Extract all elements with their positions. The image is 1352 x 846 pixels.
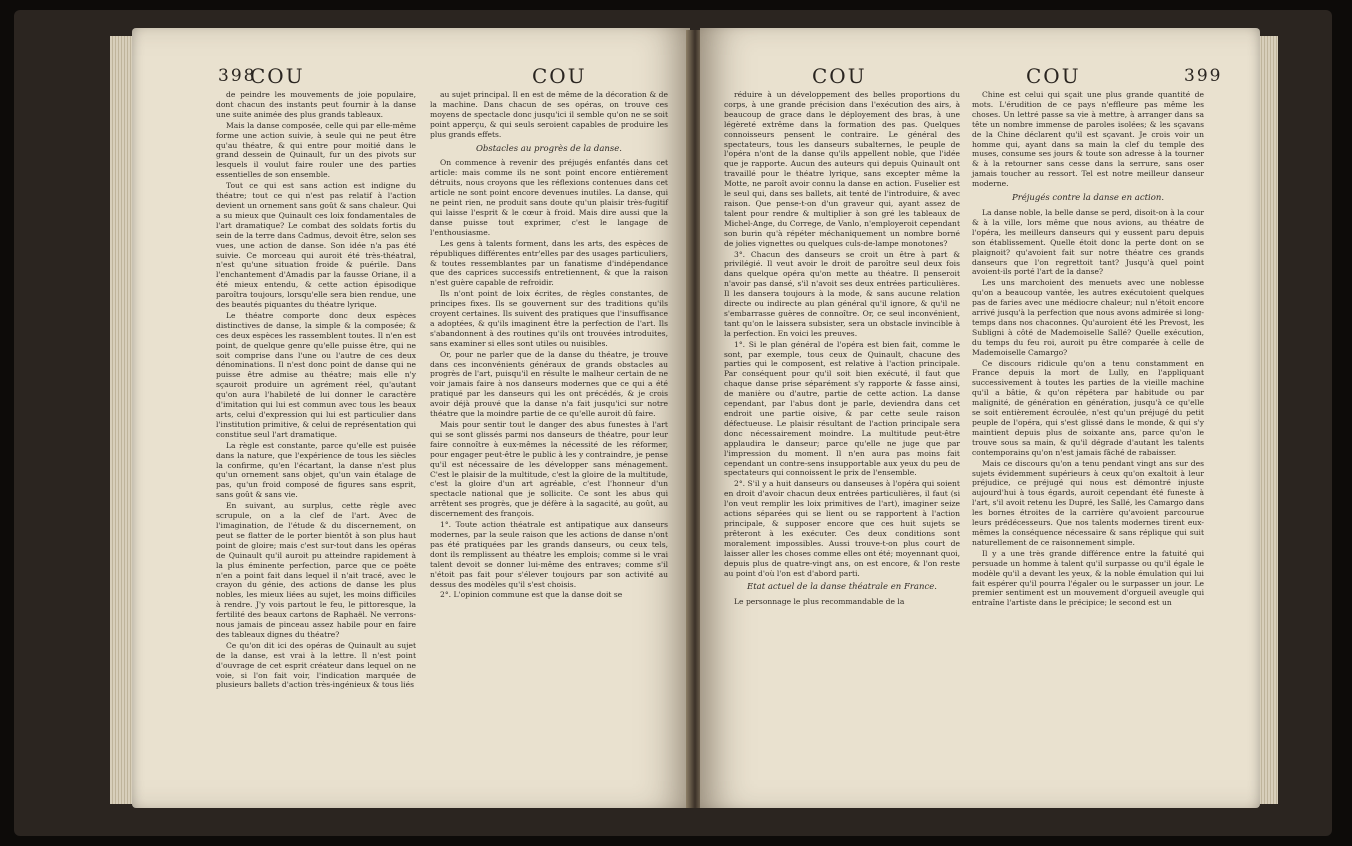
paragraph: 1°. Si le plan général de l'opéra est bien fait, comme le sont, par exemple, tous ceux de Quinault, chacune des parties qui le composent, est relative à l'action principale. Par conséquent pour qu'il soit bien exécuté, il faut que chaque danse prise séparément s'y rapporte & fasse ainsi, de manière ou d'autre, partie de cette action. La danse cependant, par l'abus dont je parle, deviendra dans cet endroit une partie oisive, & par cette seule raison défectueuse. Le plaisir résultant de l'action principale sera donc nécessairement moindre. La multitude peut-être applaudira le danseur; parce qu'elle ne juge que par l'impression du moment. Il n'en aura pas moins fait cependant un contre-sens insupportable aux yeux du peu de spectateurs qui connoissent le prix de l'ensemble. (724, 339, 960, 478)
paragraph: Mais la danse composée, celle qui par elle-même forme une action suivie, à seule qui ne peut être qu'au théatre, & qui entre pour moitié dans le grand dessein de Quinault, fur un des pivots sur lesquels il voulut faire rouler une des parties essentielles de son ensemble. (216, 120, 416, 180)
paragraph: 2°. L'opinion commune est que la danse doit se (440, 590, 623, 600)
paragraph: Les gens à talents forment, dans les arts, des espèces de républiques différentes entr'elles par des usages particuliers, & toutes ressemblantes par un fanatisme d'indépendance que des caprices successifs entretiennent, & que la raison n'est guère capable de refroidir. (430, 238, 668, 288)
paragraph: au sujet principal. Il en est de même de la décoration & de la machine. Dans chacun de ses opéras, on trouve ces moyens de spectacle donc jusqu'ici il semble qu'on ne se soit point apperçu, & qui seuls seroient capables de produire les plus grands effets. (430, 90, 668, 139)
section-heading: Préjugés contre la danse en action. (1011, 193, 1165, 204)
right-page (700, 28, 1260, 808)
paragraph: La règle est constante, parce qu'elle est puisée dans la nature, que l'expérience de tous les siècles la confirme, qu'en l'écartant, la danse n'est plus qu'un ornement sans objet, qu'un vain étalage de pas, qu'un froid composé de figures sans esprit, sans goût & sans vie. (216, 440, 416, 500)
paragraph: Ils n'ont point de loix écrites, de règles constantes, de principes fixes. Ils se gouvernent sur des traditions qu'ils croyent certaines. Ils suivent des pratiques que l'insuffisance a adoptées, & qu'ils imaginent être la perfection de l'art. Ils s'abandonnent à des routines qu'ils ont trouvées introduites, sans examiner si elles sont utiles ou nuisibles. (430, 289, 668, 348)
section-heading: Obstacles au progrès de la danse. (475, 143, 623, 154)
paragraph: La danse noble, la belle danse se perd, disoit-on à la cour & à la ville, lors même que nous avions, au théatre de l'opéra, les meilleurs danseurs qui y eussent paru depuis son établissement. Quelle étoit donc la perte dont on se plaignoit? qu'avoient fait sur notre théatre ces grands danseurs que l'on regrettoit tant? Jusqu'à quel point avoient-ils porté l'art de la danse? (972, 207, 1204, 277)
running-head: COU (1026, 64, 1081, 88)
text-column-1 (216, 90, 416, 691)
page-number: 398 (218, 66, 257, 86)
paragraph: Mais pour sentir tout le danger des abus funestes à l'art qui se sont glissés parmi nos danseurs de théatre, pour leur faire connoître à eux-mêmes la nécessité de les réformer, pour engager peut-être le public à les y contraindre, je pense qu'il est nécessaire de les développer sans ménagement. C'est le plaisir de la multitude, c'est la gloire de la multitude, c'est la gloire d'un art agréable, c'est l'honneur d'un spectacle national que je sollicite. Ce sont les abus qui arrêtent ses progrès, que je défère à la sagacité, au goût, au discernement des françois. (430, 420, 668, 519)
paragraph: En suivant, au surplus, cette règle avec scrupule, on a la clef de l'art. Avec de l'imagination, de l'étude & du discernement, on peut se flatter de le porter bientôt à son plus haut point de gloire; mais c'est sur-tout dans les opéras de Quinault qu'il auroit pu atteindre rapidement à la plus éminente perfection, parce que ce poëte n'en a point fait dans lequel il n'ait tracé, avec le crayon du génie, des actions de danse les plus nobles, les mieux liées au sujet, les moins difficiles à rendre. J'y vois partout le feu, le pittoresque, la fertilité des beaux cartons de Raphaël. Ne verrons-nous jamais de pinceau assez habile pour en faire des tableaux dignes du théatre? (216, 501, 416, 639)
paragraph: de peindre les mouvements de joie populaire, dont chacun des instants peut fournir à la danse une suite animée des plus grands tableaux. (216, 90, 416, 119)
paragraph: Chine est celui qui sçait une plus grande quantité de mots. L'érudition de ce pays n'effleure pas même les choses. Un lettré passe sa vie à mettre, à arranger dans sa tête un nombre immense de paroles isolées; & les sçavans de la Chine déclarent qu'il est sçavant. Je crois voir un homme qui, ayant dans sa main la clef du temple des muses, consume ses jours & toute son adresse à la tourner & à la retourner sans cesse dans la serrure, sans oser jamais toucher au ressort. Tel est notre meilleur danseur moderne. (972, 90, 1204, 189)
section-heading: Etat actuel de la danse théatrale en France. (747, 582, 937, 593)
paragraph: Les uns marchoient des menuets avec une noblesse qu'on a beaucoup vantée, les autres exécutoient quelques pas de faries avec une médiocre chaleur; nul n'étoit encore arrivé jusqu'à la perfection que nous avons admirée si long-temps dans nos chaconnes. Qu'auroient été les Prevost, les Subligni à côté de Mademoiselle Sallé? Quelle exécution, du temps du feu roi, auroit pu être comparée à celle de Mademoiselle Camargo? (972, 278, 1204, 357)
paragraph: 3°. Chacun des danseurs se croit un être à part & privilégié. Il veut avoir le droit de paroître seul deux fois dans quelque opéra qu'on mette au théatre. Il penseroit n'avoir pas dansé, s'il n'avoit ses deux entrées particulières. Il les dansera toujours à la mode, & sans aucune relation directe ou indirecte au plan général qu'il ignore, & qu'il ne s'embarrasse guères de connoître. Or, ce seul inconvénient, tant qu'on le laissera subsister, sera un obstacle invincible à la perfection. En voici les preuves. (724, 249, 960, 338)
paragraph: 2°. S'il y a huit danseurs ou danseuses à l'opéra qui soient en droit d'avoir chacun deux entrées particulières, il faut (si l'on veut remplir les loix primitives de l'art), imaginer seize actions séparées qui se lient ou se rapportent à l'action principale, & supposer encore que ces huit sujets se prêteront à les exécuter. Ces deux conditions sont moralement impossibles. Aussi trouve-t-on plus court de laisser aller les choses comme elles ont été; moyennant quoi, depuis plus de quatre-vingt ans, on est encore, & l'on reste au point d'où l'on est d'abord parti. (724, 479, 960, 578)
paragraph: Ce qu'on dit ici des opéras de Quinault au sujet de la danse, est vrai à la lettre. Il n'est point d'ouvrage de cet esprit créateur dans lequel on ne voie, si l'on fait voir, l'indication marquée de plusieurs ballets d'action très-ingénieux & tous liés (216, 640, 416, 690)
page-number: 399 (1184, 66, 1223, 86)
paragraph: réduire à un développement des belles proportions du corps, à une grande précision dans l'exécution des airs, à beaucoup de grace dans le déployement des bras, à une légèreté extrême dans la formation des pas. Quelques connoisseurs pensent le contraire. Le général des spectateurs, tous les danseurs subalternes, le peuple de l'opéra n'ont de la danse qu'ils appellent noble, que l'idée que je rapporte. Aucun des auteurs qui depuis Quinault ont travaillé pour le théatre lyrique, sans excepter même la Motte, ne paroît avoir connu la danse en action. Fuselier est le seul qui, dans ses ballets, ait tenté de l'introduire, & avec raison. Que pense-t-on d'un graveur qui, ayant assez de talent pour rendre & multiplier à son gré les tableaux de Michel-Ange, du Correge, de Vanlo, n'employeroit cependant son burin qu'à répéter méchaniquement un nombre borné de jolies vignettes ou quelques culs-de-lampe monotones? (724, 90, 960, 248)
paragraph: Le théatre comporte donc deux espèces distinctives de danse, la simple & la composée; & ces deux espèces les rassemblent toutes. Il n'en est point, de quelque genre qu'elle puisse être, qui ne soit comprise dans l'une ou l'autre de ces deux dénominations. Il n'est donc point de danse qui ne puisse être admise au théatre; mais elle n'y sçauroit produire un agrément réel, qu'autant qu'on aura l'habileté de lui donner le caractère d'imitation qui lui est commun avec tous les beaux arts, celui d'expression qui lui est particulier dans l'institution primitive, & celui de représentation qui constitue seul l'art dramatique. (216, 310, 416, 439)
running-head: COU (812, 64, 867, 88)
text-column-1 (724, 90, 960, 608)
paragraph: On commence à revenir des préjugés enfantés dans cet article: mais comme ils ne sont point encore entièrement détruits, nous croyons que les réflexions contenues dans cet article ne sont point encore devenues inutiles. La danse, qui ne peint rien, ne produit sans doute qu'un plaisir très-fugitif qui laisse l'esprit & le cœur à froid. Mais dire aussi que la danse puisse tout exprimer, c'est le langage de l'enthousiasme. (430, 158, 668, 237)
paragraph: Mais ce discours qu'on a tenu pendant vingt ans sur des sujets évidemment supérieurs à ceux qu'on exaltoit à leur préjudice, ce préjugé qui nous est démontré injuste aujourd'hui à tous égards, auroit cependant été funeste à l'art, s'il avoit retenu les Dupré, les Sallé, les Camargo dans les bornes étroites de la carrière qu'avoient parcourue leurs prédécesseurs. Que nos talents modernes tirent eux-mêmes la conséquence nécessaire & sans réplique qui suit naturellement de ce raisonnement simple. (972, 458, 1204, 547)
paragraph: Le personnage le plus recommandable de la (734, 597, 905, 607)
text-column-2 (972, 90, 1204, 609)
text-column-2 (430, 90, 668, 601)
running-head: COU (250, 64, 305, 88)
paragraph: Or, pour ne parler que de la danse du théatre, je trouve dans ces inconvénients généraux de grands obstacles au progrès de l'art, puisqu'il en résulte le malheur certain de ne voir jamais faire à nos danseurs modernes que ce qui a été pratiqué par les danseurs qui les ont précédés, & je crois avoir déjà prouvé que la danse n'a fait jusqu'ici sur notre théatre que la moindre partie de ce qu'elle auroit dû faire. (430, 349, 668, 419)
running-head: COU (532, 64, 587, 88)
left-page (132, 28, 690, 808)
paragraph: Ce discours ridicule qu'on a tenu constamment en France depuis la mort de Lully, en l'appliquant successivement à toutes les parties de la vieille machine qu'il a bâtie, & qu'on répétera par habitude ou par malignité, de génération en génération, jusqu'à ce qu'elle se soit entièrement écroulée, n'est qu'un préjugé du petit peuple de l'opéra, qui s'est glissé dans le monde, & qui s'y maintient depuis plus de soixante ans, parce qu'on le trouve sous sa main, & qu'il dégrade d'autant les talents contemporains qu'on n'est jamais fâché de rabaisser. (972, 358, 1204, 457)
paragraph: Tout ce qui est sans action est indigne du théatre; tout ce qui n'est pas relatif à l'action devient un ornement sans goût & sans chaleur. Qui a su mieux que Quinault ces loix fondamentales de l'art dramatique? Le combat des soldats fortis du sein de la terre dans Cadmus, devoit être, selon ses vues, une action de danse. Son idée n'a pas été suivie. Ce morceau qui auroit été très-théatral, n'est qu'une situation froide & puérile. Dans l'enchantement d'Amadis par la fausse Oriane, il a été mieux entendu, & cette action épisodique paroîtra toujours, lorsqu'elle sera bien rendue, une des beautés piquantes du théatre lyrique. (216, 181, 416, 310)
paragraph: 1°. Toute action théatrale est antipatique aux danseurs modernes, par la seule raison que les actions de danse n'ont pas été pratiquées par les grands danseurs, ou ceux tels, dont ils remplissent au théatre les emplois; comme si le vrai talent devoit se donner lui-même des entraves; comme s'il n'étoit pas fait pour s'élever toujours par son activité au dessus des modèles qu'il s'est choisis. (430, 520, 668, 589)
paragraph: Il y a une très grande différence entre la fatuité qui persuade un homme à talent qu'il surpasse ou qu'il égale le modèle qu'il a devant les yeux, & la noble émulation qui lui fait espérer qu'il pourra l'égaler ou le surpasser un jour. Le premier sentiment est un mouvement d'orgueil aveugle qui entraîne l'artiste dans le précipice; le second est un (972, 548, 1204, 608)
